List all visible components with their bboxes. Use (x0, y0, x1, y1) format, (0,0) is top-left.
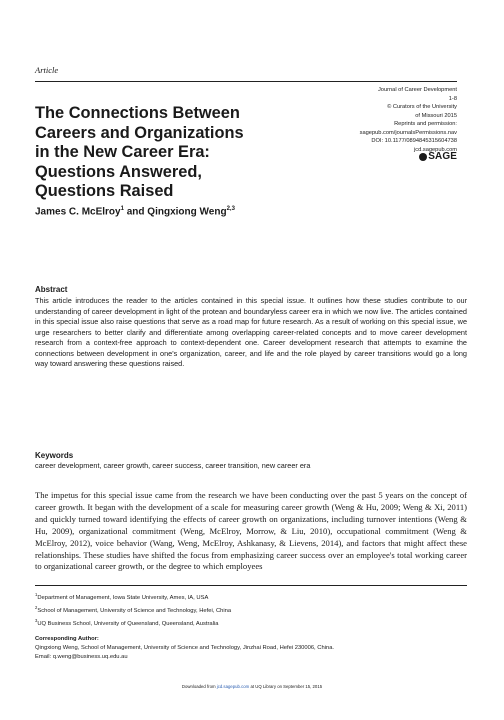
abstract-text: This article introduces the reader to the articles contained in this special issue. It outlines how these studies contribute to our understanding of career development in light of the protean and boundaryless career era in which we now live. The articles contained in this special issue also raise questions that serve as a road map for future research. As a result of working on this special issue, we urge researchers to better clarify and differentiate among overlapping career-related concepts and to move career development research from a context-free approach to context-dependent one. Career development research that attempts to examine the connections between development in one's organization, career, and life and the role played by career transitions would go a long way toward answering these questions raised. (35, 296, 467, 368)
title-line: Careers and Organizations (35, 123, 244, 142)
download-prefix: Downloaded from (181, 684, 217, 689)
affiliation-marker: 2,3 (226, 206, 235, 212)
sage-logo (419, 151, 457, 162)
footnote-text: Department of Management, Iowa State University, Ames, IA, USA (37, 594, 209, 601)
sage-circle-icon (419, 153, 427, 161)
download-note (0, 684, 504, 689)
copyright-line: of Missouri 2015 (415, 112, 457, 119)
footnote-rule (35, 585, 467, 586)
author-name: James C. McElroy (35, 206, 121, 218)
keywords-text: career development, career growth, career success, career transition, new career era (35, 461, 311, 470)
title-line: Questions Raised (35, 182, 174, 201)
affiliation-marker: 1 (120, 206, 124, 212)
affiliation-footnote (35, 590, 467, 603)
journal-name: Journal of Career Development (377, 87, 457, 93)
affiliation-footnote (35, 616, 467, 629)
body-paragraph: The impetus for this special issue came from the research we have been conducting over the past 5 years on the concept of career growth. It began with the development of a scale for measuring career growth (Weng & Hu, 2009; Weng & Xi, 2011) and quickly turned toward identifying the effects of career growth on organizations, including turnover intentions (Weng & Hu, 2009), organizational commitment (Weng, McElroy, Morrow, & Liu, 2010), occupational commitment (Weng & McElroy, 2012), voice behavior (Wang, Weng, McElroy, Ashkanasy, & Lievens, 2014), and factors that might affect these relationships. These studies have shifted the focus from emphasizing career success over an employee's total working career to organizational career growth, or the degree to which employees (35, 490, 467, 572)
corresponding-author-label: Corresponding Author: (35, 635, 99, 642)
footnotes (35, 590, 467, 662)
authors-line (35, 206, 235, 217)
title-line: in the New Career Era: (35, 143, 210, 162)
download-suffix: at UQ Library on September 15, 2015 (249, 684, 323, 689)
page-range: 1-8 (448, 95, 457, 102)
keywords-heading: Keywords (35, 451, 74, 460)
article-type-label: Article (35, 65, 59, 75)
affiliation-footnote (35, 603, 467, 616)
corresponding-author-address: Qingxiong Weng, School of Management, University of Science and Technology, Jinzhai Road, Hefei 230006, China. (35, 644, 335, 651)
doi[interactable]: DOI: 10.1177/0894845315604738 (371, 138, 457, 144)
header-rule (35, 81, 457, 82)
reprints-label: Reprints and permission: (394, 121, 457, 127)
footnote-marker: 3 (35, 617, 38, 623)
abstract-heading: Abstract (35, 285, 68, 294)
sage-logo-text: SAGE (428, 151, 457, 162)
title-line: The Connections Between (35, 104, 240, 122)
author-name: Qingxiong Weng (147, 206, 227, 218)
footnote-text: UQ Business School, University of Queensland, Queensland, Australia (37, 620, 219, 627)
corresponding-author-email[interactable]: Email: q.weng@business.uq.edu.au (35, 653, 128, 660)
footnote-marker: 1 (35, 592, 38, 597)
download-link[interactable]: jcd.sagepub.com (216, 684, 250, 689)
copyright-line: © Curators of the University (387, 104, 457, 110)
author-conjunction: and (123, 206, 148, 218)
journal-url[interactable]: jcd.sagepub.com (414, 146, 457, 153)
footnote-text: School of Management, University of Science and Technology, Hefei, China (37, 607, 232, 614)
title-line: Questions Answered, (35, 162, 202, 181)
permissions-link[interactable]: sagepub.com/journalsPermissions.nav (359, 129, 457, 136)
footnote-marker: 2 (35, 604, 38, 610)
journal-info-block (297, 86, 457, 154)
article-title (35, 104, 315, 202)
